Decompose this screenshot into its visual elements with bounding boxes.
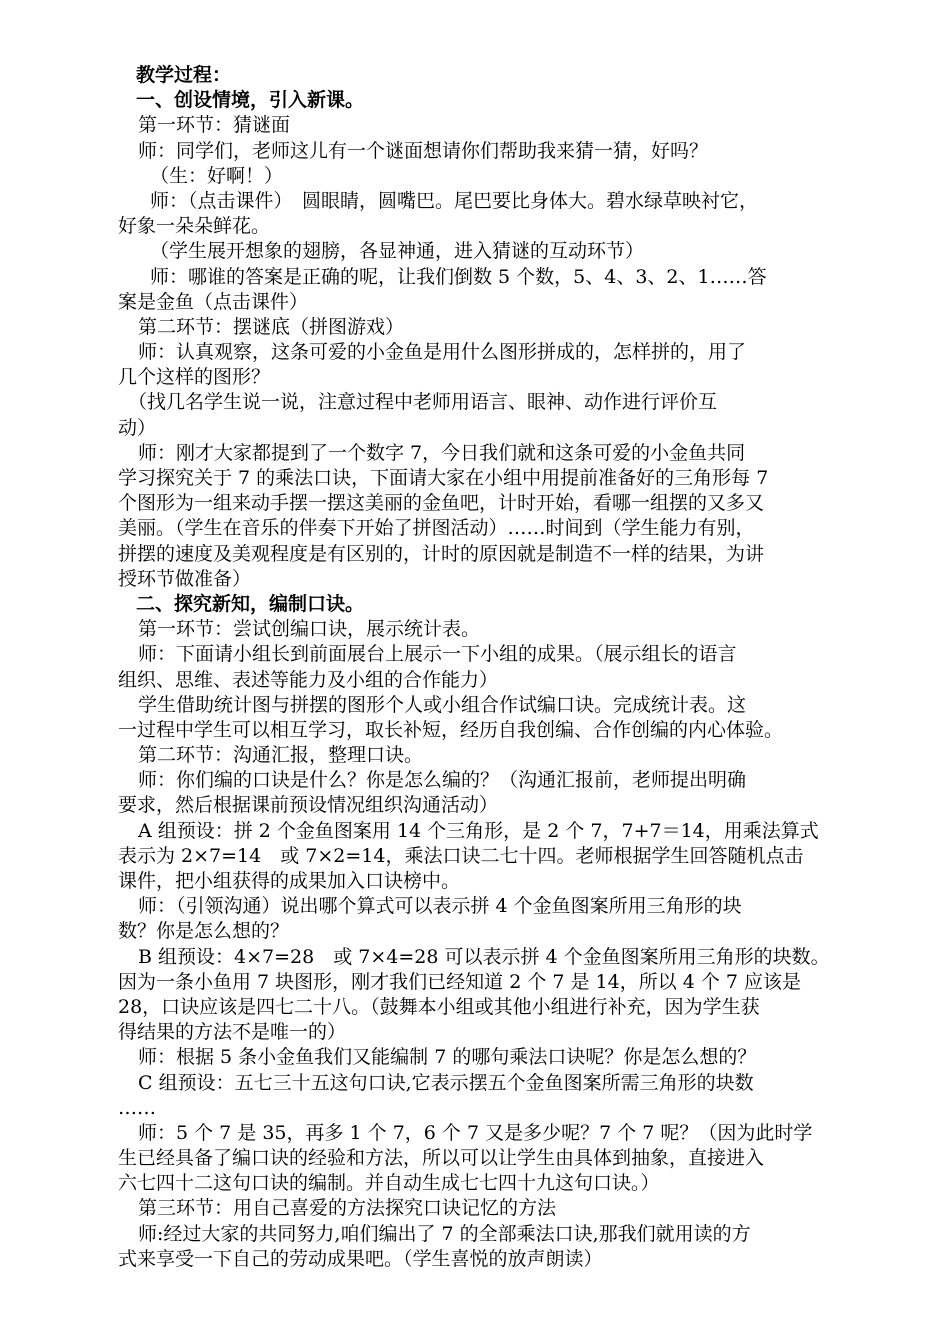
paragraph-line: 六七四十二这句口诀的编制。并自动生成七七四十九这句口诀。）	[118, 1172, 660, 1195]
lesson-text	[118, 63, 880, 1272]
paragraph-line: 好象一朵朵鲜花。	[118, 215, 271, 238]
paragraph-line: 个图形为一组来动手摆一摆这美丽的金鱼吧，计时开始，看哪一组摆的又多又	[118, 492, 765, 515]
paragraph-line: 要求，然后根据课前预设情况组织沟通活动）	[118, 794, 499, 817]
paragraph-line: ……	[118, 1096, 156, 1119]
paragraph-line: 师：你们编的口诀是什么？你是怎么编的？（沟通汇报前，老师提出明确	[138, 769, 747, 792]
paragraph-line: （学生展开想象的翅膀，各显神通，进入猜谜的互动环节）	[150, 240, 645, 263]
paragraph-line: 课件，把小组获得的成果加入口诀榜中。	[118, 870, 461, 892]
paragraph-line: （找几名学生说一说，注意过程中老师用语言、眼神、动作进行评价互	[128, 391, 718, 414]
paragraph-line: 师：哪谁的答案是正确的呢，让我们倒数 5 个数，5、4、3、2、1……答	[150, 265, 767, 288]
subsection-heading: 第一环节：猜谜面	[138, 114, 291, 137]
paragraph-line: 师：根据 5 条小金鱼我们又能编制 7 的哪句乘法口诀呢？你是怎么想的？	[138, 1046, 757, 1069]
paragraph-line: B 组预设：4×7=28 或 7×4=28 可以表示拼 4 个金鱼图案所用三角形的块数。	[138, 945, 830, 968]
paragraph-line: C 组预设：五七三十五这句口诀,它表示摆五个金鱼图案所需三角形的块数	[138, 1071, 754, 1094]
paragraph-line: 师：同学们，老师这儿有一个谜面想请你们帮助我来猜一猜，好吗？	[138, 139, 709, 162]
paragraph-line: 授环节做准备）	[118, 567, 252, 590]
paragraph-line: 式来享受一下自己的劳动成果吧。（学生喜悦的放声朗读）	[118, 1247, 603, 1270]
paragraph-line: 因为一条小鱼用 7 块图形，刚才我们已经知道 2 个 7 是 14，所以 4 个 7 应该是	[118, 970, 802, 993]
paragraph-line: 28，口诀应该是四七二十八。（鼓舞本小组或其他小组进行补充，因为学生获	[118, 995, 760, 1018]
paragraph-line: 学生借助统计图与拼摆的图形个人或小组合作试编口诀。完成统计表。这	[138, 693, 747, 716]
paragraph-line: 动）	[118, 416, 157, 439]
paragraph-line: 数？你是怎么想的？	[118, 920, 290, 943]
subsection-heading: 第三环节：用自己喜爱的方法探究口诀记忆的方法	[138, 1197, 557, 1220]
paragraph-line: 师：5 个 7 是 35，再多 1 个 7，6 个 7 又是多少呢？7 个 7 呢？（因为此时学	[138, 1121, 813, 1144]
paragraph-line: 师:经过大家的共同努力,咱们编出了 7 的全部乘法口诀,那我们就用读的方	[138, 1222, 751, 1245]
section-heading-1: 一、创设情境，引入新课。	[136, 89, 365, 112]
paragraph-line: 案是金鱼（点击课件）	[118, 290, 309, 313]
paragraph-line: A 组预设：拼 2 个金鱼图案用 14 个三角形，是 2 个 7，7+7＝14，用乘法算式	[138, 819, 819, 842]
paragraph-line: 生已经具备了编口诀的经验和方法，所以可以让学生由具体到抽象，直接进入	[118, 1147, 765, 1170]
paragraph-line: 美丽。（学生在音乐的伴奏下开始了拼图活动）……时间到（学生能力有别，	[118, 517, 755, 540]
paragraph-line: 学习探究关于 7 的乘法口诀，下面请大家在小组中用提前准备好的三角形每 7	[118, 467, 769, 489]
paragraph-line: 得结果的方法不是唯一的）	[118, 1021, 347, 1044]
paragraph-line: 拼摆的速度及美观程度是有区别的，计时的原因就是制造不一样的结果，为讲	[118, 542, 765, 565]
paragraph-line: 师：下面请小组长到前面展台上展示一下小组的成果。（展示组长的语言	[138, 643, 737, 666]
paragraph-line: 组织、思维、表述等能力及小组的合作能力）	[118, 668, 499, 691]
paragraph-line: 几个这样的图形？	[118, 366, 271, 389]
paragraph-line: 表示为 2×7=14 或 7×2=14，乘法口诀二七十四。老师根据学生回答随机点击	[118, 844, 804, 867]
paragraph-line: 师：（点击课件） 圆眼睛，圆嘴巴。尾巴要比身体大。碧水绿草映衬它，	[150, 189, 759, 212]
subsection-heading: 第二环节：摆谜底（拼图游戏）	[138, 315, 405, 338]
subsection-heading: 第一环节：尝试创编口诀，展示统计表。	[138, 618, 481, 641]
paragraph-line: 师：刚才大家都提到了一个数字 7，今日我们就和这条可爱的小金鱼共同	[138, 441, 746, 464]
paragraph-line: 师：（引领沟通）说出哪个算式可以表示拼 4 个金鱼图案所用三角形的块	[138, 895, 742, 918]
paragraph-line: （生：好啊！）	[150, 164, 284, 187]
paragraph-line: 一过程中学生可以相互学习，取长补短，经历自我创编、合作创编的内心体验。	[118, 718, 784, 741]
paragraph-line: 师：认真观察，这条可爱的小金鱼是用什么图形拼成的，怎样拼的，用了	[138, 341, 747, 364]
heading-teaching-process: 教学过程：	[136, 64, 232, 86]
subsection-heading: 第二环节：沟通汇报，整理口诀。	[138, 744, 424, 767]
section-heading-2: 二、探究新知，编制口诀。	[136, 592, 365, 615]
